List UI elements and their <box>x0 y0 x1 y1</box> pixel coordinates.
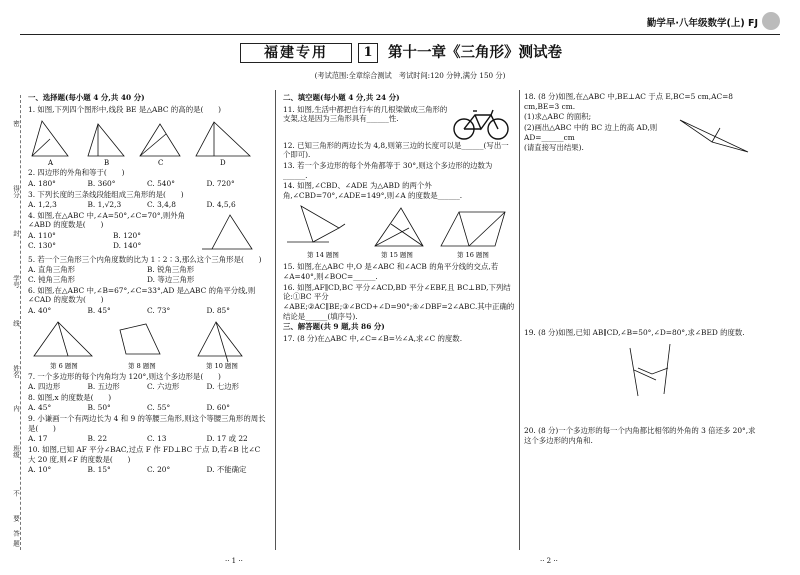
option: D. 不能确定 <box>206 465 247 475</box>
question-15: 15. 如图,在△ABC 中,O 是∠ABC 和∠ACB 的角平分线的交点,若∠A=40°,则∠BOC=______. <box>283 262 499 281</box>
fold-mark: 封 <box>12 230 20 237</box>
q18-block <box>524 112 760 158</box>
q11-block <box>283 105 515 141</box>
question-16: 16. 如图,AF∥CD,BC 平分∠ACD,BD 平分∠EBF,且 BC⊥BD,下列结论:①BC 平分∠ABE;②AC∥BE;③∠BCD+∠D=90°;④∠DBF=2∠ABC.其中正确的结论是______(填序号). <box>283 282 515 321</box>
question-1: 1. 如图,下列四个图形中,线段 BE 是△ABC 的高的是( ) <box>28 104 222 114</box>
q4-block <box>28 211 266 255</box>
q4-options <box>28 231 198 250</box>
q6-q8-q10-figures <box>28 318 258 370</box>
q4-figure <box>198 211 258 255</box>
option: A. 10° <box>28 465 52 475</box>
answer-space <box>524 158 760 328</box>
column-fill <box>283 92 515 547</box>
figure-caption: 第 16 题图 <box>457 251 489 260</box>
header-rule <box>20 34 780 35</box>
section-heading: 三、解答题(共 9 题,共 86 分) <box>283 322 385 332</box>
q18-part3: (请直接写出结果). <box>524 143 584 153</box>
page-title: 第十一章《三角形》测试卷 <box>388 45 562 61</box>
option: B. 45° <box>87 305 111 315</box>
figure-caption: 第 15 题图 <box>381 251 413 260</box>
option: A. 直角三角形 <box>28 265 75 275</box>
q18-part2: (2)画出△ABC 中的 BC 边上的高 AD,则 AD=______cm <box>524 122 658 142</box>
option: A. 110° <box>28 231 56 240</box>
option: A. 17 <box>28 434 48 444</box>
option: D. 720° <box>206 178 235 188</box>
option: D. 等边三角形 <box>147 275 195 284</box>
figure-caption: 第 8 题图 <box>128 361 156 370</box>
score-label: 得分 <box>12 185 20 198</box>
page-number: ·· 1 ·· <box>225 557 243 565</box>
column-answer <box>524 92 760 547</box>
bicycle-image <box>451 105 511 141</box>
fig-label: B <box>104 159 110 167</box>
question-8: 8. 如图,x 的度数是( ) <box>28 392 112 402</box>
q3-options <box>28 200 266 210</box>
q6-options <box>28 306 266 316</box>
binding-strip <box>4 100 24 550</box>
column-divider <box>519 90 520 550</box>
option: C. 55° <box>147 403 171 413</box>
q7-options <box>28 382 266 392</box>
option: C. 130° <box>28 240 56 250</box>
section-heading: 二、填空题(每小题 4 分,共 24 分) <box>283 93 400 102</box>
q18-figure <box>674 112 754 158</box>
q14-q16-figures <box>283 202 513 260</box>
q18-part1: (1)求△ABC 的面积; <box>524 112 592 122</box>
brand-box: 福建专用 <box>240 43 352 63</box>
class-label: 班级 <box>12 445 20 458</box>
q10-options <box>28 465 266 475</box>
question-5: 5. 若一个三角形三个内角度数的比为 1∶2∶3,那么这个三角形是( ) <box>28 254 262 264</box>
answer-space <box>524 406 760 426</box>
q1-figure <box>28 116 258 166</box>
option: C. 540° <box>147 178 175 188</box>
option: B. 锐角三角形 <box>147 265 195 275</box>
fold-mark: 内 <box>12 405 20 412</box>
option: C. 20° <box>147 465 171 475</box>
page-number: ·· 2 ·· <box>540 557 558 565</box>
option: A. 180° <box>28 178 56 188</box>
figure-caption: 第 14 题图 <box>307 251 339 260</box>
option: D. 七边形 <box>206 382 240 392</box>
question-14: 14. 如图,∠CBD、∠ADE 为△ABD 的两个外角,∠CBD=70°,∠ADE=149°,则∠A 的度数是______. <box>283 181 463 200</box>
question-17: 17. (8 分)在△ABC 中,∠C=∠B=½∠A,求∠C 的度数. <box>283 333 463 343</box>
option: A. 四边形 <box>28 382 61 392</box>
option: D. 140° <box>113 240 142 250</box>
option: B. 50° <box>87 403 111 413</box>
option: C. 73° <box>147 305 171 315</box>
question-2: 2. 四边形的外角和等于( ) <box>28 168 125 178</box>
section-heading: 一、选择题(每小题 4 分,共 40 分) <box>28 93 145 102</box>
question-19: 19. (8 分)如图,已知 AB∥CD,∠B=50°,∠D=80°,求∠BED 的度数. <box>524 328 745 338</box>
fold-mark: 不 <box>12 490 20 497</box>
figure-caption: 第 10 题图 <box>206 361 238 370</box>
option: B. 360° <box>87 178 116 188</box>
option: B. 120° <box>113 231 141 240</box>
option: C. 钝角三角形 <box>28 275 76 284</box>
fold-mark: 密 <box>12 120 20 127</box>
question-18: 18. (8 分)如图,在△ABC 中,BE⊥AC 于点 E,BC=5 cm,AC=8 cm,BE=3 cm. <box>524 92 734 111</box>
option: D. 85° <box>206 305 230 315</box>
q2-options <box>28 179 266 189</box>
q8-options <box>28 403 266 413</box>
fig-label: A <box>48 159 54 167</box>
option: D. 60° <box>206 403 230 413</box>
fold-mark: 题 <box>12 540 20 547</box>
exam-info: (考试范围:全章综合测试 考试时间:120 分钟,满分 150 分) <box>314 71 506 80</box>
question-7: 7. 一个多边形的每个内角均为 120°,则这个多边形是( ) <box>28 371 221 381</box>
fold-mark: 要 <box>12 515 20 522</box>
question-4: 4. 如图,在△ABC 中,∠A=50°,∠C=70°,则外角∠ABD 的度数是( ) <box>28 210 186 230</box>
question-20: 20. (8 分)一个多边形的每一个内角都比相邻的外角的 3 倍还多 20°,求这个多边形的内角和. <box>524 425 756 445</box>
fold-mark: 答 <box>12 530 20 537</box>
question-9: 9. 小谦画一个有两边长为 4 和 9 的等腰三角形,则这个等腰三角形的周长是( ) <box>28 414 266 433</box>
option: A. 1,2,3 <box>28 200 57 210</box>
student-id-label: 学号 <box>12 275 20 288</box>
option: D. 4,5,6 <box>206 200 236 210</box>
publisher-label: 勤学早·八年级数学(上) FJ <box>646 18 758 29</box>
option: C. 13 <box>147 434 167 444</box>
option: A. 40° <box>28 305 52 315</box>
option: B. 22 <box>87 434 108 444</box>
option: C. 六边形 <box>147 382 180 392</box>
chapter-number: 1 <box>358 43 378 63</box>
question-12: 12. 已知三角形的两边长为 4,8,则第三边的长度可以是______(写出一个即可). <box>283 140 509 160</box>
name-label: 姓名 <box>12 365 20 378</box>
q5-options <box>28 265 266 284</box>
question-10: 10. 如图,已知 AF 平分∠BAC,过点 F 作 FD⊥BC 于点 D,若∠B 比∠C 大 20 度,则∠F 的度数是( ) <box>28 444 261 464</box>
option: B. 五边形 <box>87 382 120 392</box>
option: B. 1,√2,3 <box>87 200 122 210</box>
fig-label: D <box>220 159 226 167</box>
question-3: 3. 下列长度的三条线段能组成三角形的是( ) <box>28 189 184 199</box>
option: C. 3,4,8 <box>147 200 176 210</box>
column-divider <box>275 90 276 550</box>
logo-icon <box>762 12 780 30</box>
option: B. 15° <box>87 465 111 475</box>
q19-figure <box>624 340 760 404</box>
figure-caption: 第 6 题图 <box>50 361 78 370</box>
fig-label: C <box>158 159 164 167</box>
q9-options <box>28 434 266 444</box>
fold-mark: 线 <box>12 320 20 327</box>
option: D. 17 或 22 <box>206 434 248 444</box>
column-choice <box>28 92 266 547</box>
option: A. 45° <box>28 403 52 413</box>
question-11: 11. 如图,生活中都把自行车的几根梁做成三角形的支架,这是因为三角形具有______性. <box>283 104 448 124</box>
question-6: 6. 如图,在△ABC 中,∠B=67°,∠C=33°,AD 是△ABC 的角平分线,则∠CAD 的度数为( ) <box>28 285 256 305</box>
question-13: 13. 若一个多边形的每个外角都等于 30°,则这个多边形的边数为______. <box>283 160 493 180</box>
